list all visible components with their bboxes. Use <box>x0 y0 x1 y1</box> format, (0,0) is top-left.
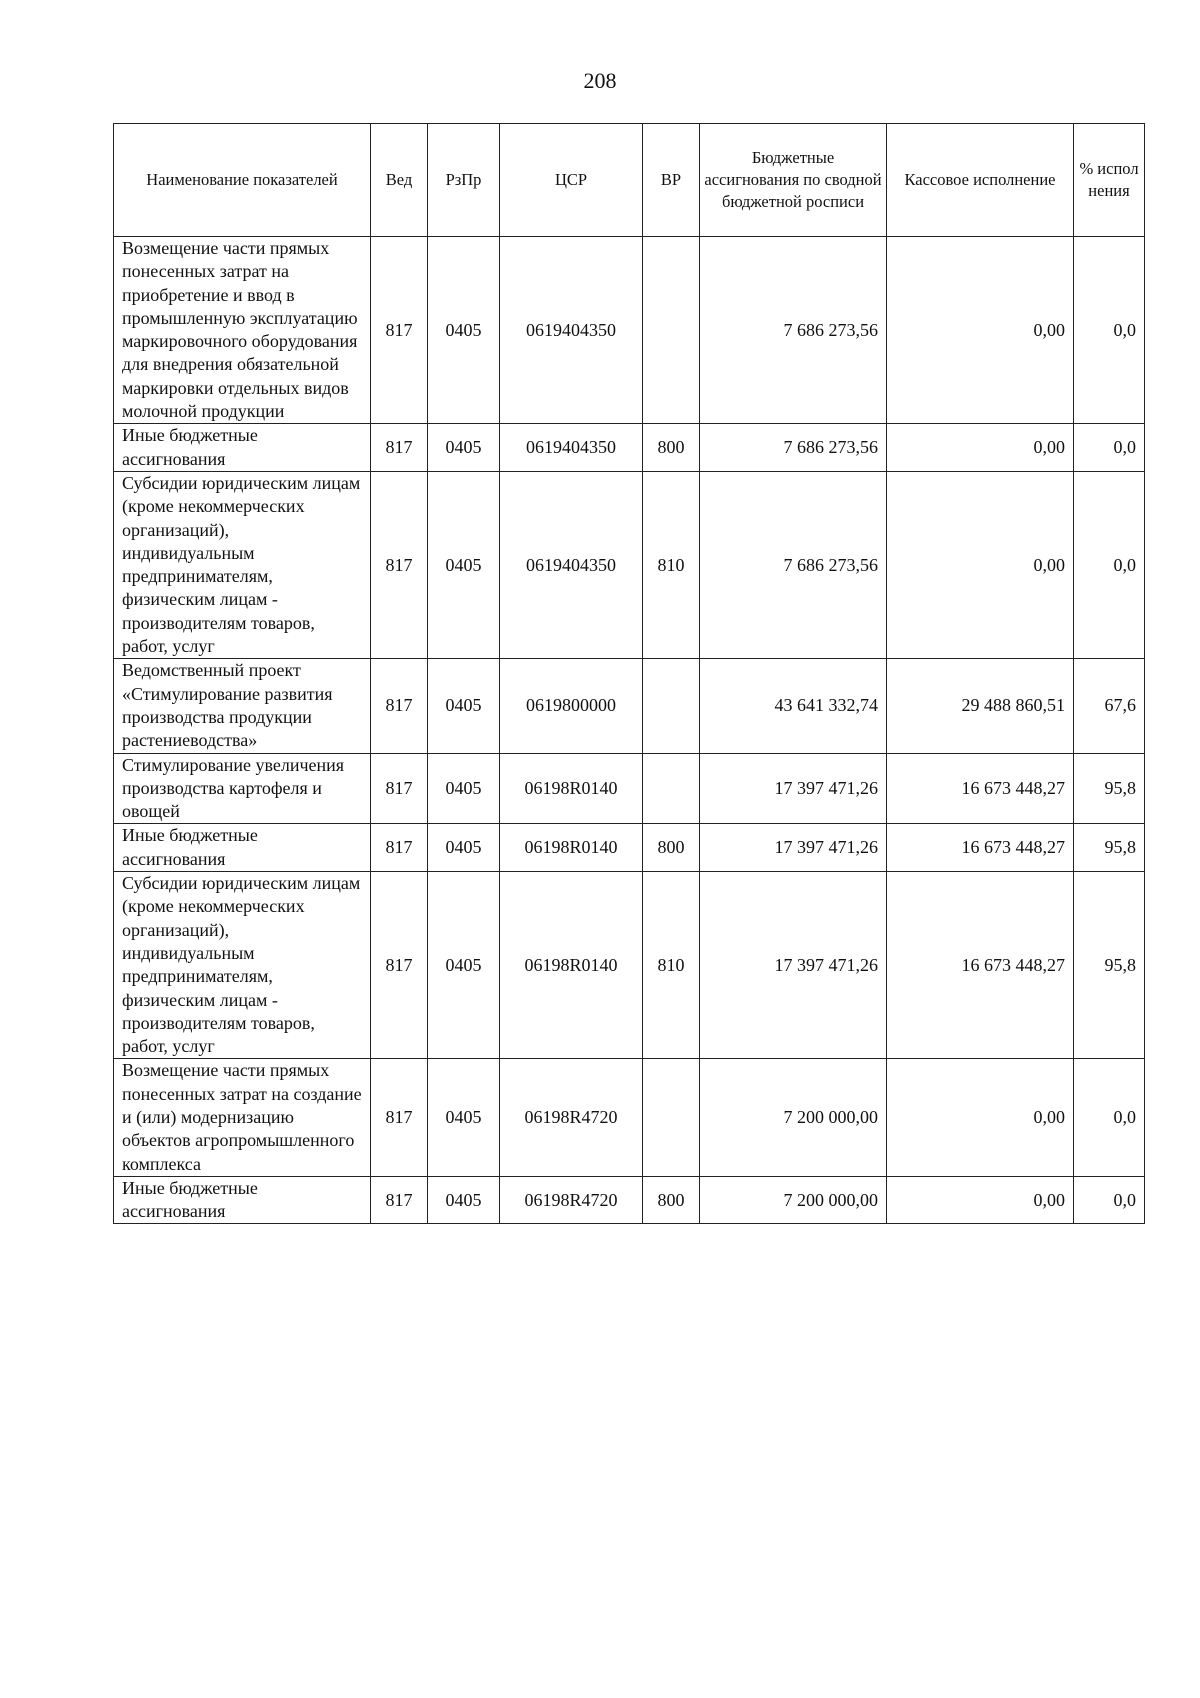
row-percent-execution: 0,0 <box>1074 471 1145 658</box>
row-percent-execution: 0,0 <box>1074 1176 1145 1224</box>
row-rzpr: 0405 <box>428 753 500 824</box>
row-csr: 06198R4720 <box>500 1059 643 1176</box>
row-cash-execution: 0,00 <box>887 1176 1074 1224</box>
row-percent-execution: 95,8 <box>1074 872 1145 1059</box>
table-row <box>114 824 1145 872</box>
row-csr: 0619404350 <box>500 424 643 472</box>
row-name: Субсидии юридическим лицам (кроме некоммерческих организаций), индивидуальным предпринимателям, физическим лицам - производителям товаров, работ, услуг <box>114 872 371 1059</box>
row-name: Иные бюджетные ассигнования <box>114 1176 371 1224</box>
header-cash-execution: Кассовое исполнение <box>887 124 1074 237</box>
row-ved: 817 <box>371 1176 428 1224</box>
row-vr: 800 <box>643 424 700 472</box>
row-vr: 800 <box>643 1176 700 1224</box>
row-allocations: 7 686 273,56 <box>700 237 887 424</box>
header-allocations: Бюджетные ассигнования по сводной бюджетной росписи <box>700 124 887 237</box>
row-vr <box>643 659 700 753</box>
row-name: Иные бюджетные ассигнования <box>114 424 371 472</box>
row-rzpr: 0405 <box>428 237 500 424</box>
row-rzpr: 0405 <box>428 1059 500 1176</box>
row-ved: 817 <box>371 1059 428 1176</box>
row-vr: 810 <box>643 872 700 1059</box>
row-rzpr: 0405 <box>428 1176 500 1224</box>
header-csr: ЦСР <box>500 124 643 237</box>
row-rzpr: 0405 <box>428 659 500 753</box>
row-cash-execution: 0,00 <box>887 237 1074 424</box>
row-allocations: 43 641 332,74 <box>700 659 887 753</box>
page-number: 208 <box>583 68 617 93</box>
row-percent-execution: 0,0 <box>1074 237 1145 424</box>
row-csr: 06198R0140 <box>500 753 643 824</box>
row-csr: 0619404350 <box>500 237 643 424</box>
table-row <box>114 872 1145 1059</box>
row-csr: 06198R0140 <box>500 872 643 1059</box>
row-cash-execution: 16 673 448,27 <box>887 753 1074 824</box>
table-row <box>114 659 1145 753</box>
row-rzpr: 0405 <box>428 424 500 472</box>
row-vr <box>643 753 700 824</box>
budget-execution-table <box>113 123 1145 1224</box>
row-ved: 817 <box>371 872 428 1059</box>
header-row <box>114 124 1145 237</box>
row-percent-execution: 95,8 <box>1074 824 1145 872</box>
row-cash-execution: 16 673 448,27 <box>887 824 1074 872</box>
row-name: Стимулирование увеличения производства картофеля и овощей <box>114 753 371 824</box>
row-allocations: 17 397 471,26 <box>700 824 887 872</box>
row-ved: 817 <box>371 753 428 824</box>
row-csr: 06198R0140 <box>500 824 643 872</box>
row-percent-execution: 95,8 <box>1074 753 1145 824</box>
table-row <box>114 237 1145 424</box>
row-percent-execution: 67,6 <box>1074 659 1145 753</box>
row-allocations: 7 200 000,00 <box>700 1059 887 1176</box>
header-percent-execution: % испол нения <box>1074 124 1145 237</box>
row-ved: 817 <box>371 237 428 424</box>
row-cash-execution: 0,00 <box>887 1059 1074 1176</box>
table-row <box>114 1176 1145 1224</box>
table-body <box>114 237 1145 1224</box>
row-name: Возмещение части прямых понесенных затрат на создание и (или) модернизацию объектов агропромышленного комплекса <box>114 1059 371 1176</box>
row-rzpr: 0405 <box>428 872 500 1059</box>
row-csr: 0619800000 <box>500 659 643 753</box>
row-cash-execution: 0,00 <box>887 471 1074 658</box>
row-allocations: 7 200 000,00 <box>700 1176 887 1224</box>
row-cash-execution: 0,00 <box>887 424 1074 472</box>
row-allocations: 7 686 273,56 <box>700 424 887 472</box>
row-cash-execution: 29 488 860,51 <box>887 659 1074 753</box>
row-rzpr: 0405 <box>428 824 500 872</box>
row-name: Возмещение части прямых понесенных затрат на приобретение и ввод в промышленную эксплуатацию маркировочного оборудования для внедрения обязательной маркировки отдельных видов молочной продукции <box>114 237 371 424</box>
row-ved: 817 <box>371 471 428 658</box>
row-name: Субсидии юридическим лицам (кроме некоммерческих организаций), индивидуальным предпринимателям, физическим лицам - производителям товаров, работ, услуг <box>114 471 371 658</box>
row-csr: 06198R4720 <box>500 1176 643 1224</box>
row-csr: 0619404350 <box>500 471 643 658</box>
header-vr: ВР <box>643 124 700 237</box>
row-percent-execution: 0,0 <box>1074 424 1145 472</box>
header-ved: Вед <box>371 124 428 237</box>
row-percent-execution: 0,0 <box>1074 1059 1145 1176</box>
header-rzpr: РзПр <box>428 124 500 237</box>
row-allocations: 17 397 471,26 <box>700 872 887 1059</box>
row-vr <box>643 237 700 424</box>
table-header <box>114 124 1145 237</box>
table-row <box>114 424 1145 472</box>
row-vr <box>643 1059 700 1176</box>
row-vr: 800 <box>643 824 700 872</box>
row-allocations: 7 686 273,56 <box>700 471 887 658</box>
table-row <box>114 753 1145 824</box>
row-vr: 810 <box>643 471 700 658</box>
header-name: Наименование показателей <box>114 124 371 237</box>
row-ved: 817 <box>371 824 428 872</box>
row-name: Ведомственный проект «Стимулирование развития производства продукции растениеводства» <box>114 659 371 753</box>
row-allocations: 17 397 471,26 <box>700 753 887 824</box>
table-row <box>114 1059 1145 1176</box>
row-rzpr: 0405 <box>428 471 500 658</box>
row-name: Иные бюджетные ассигнования <box>114 824 371 872</box>
table-row <box>114 471 1145 658</box>
row-ved: 817 <box>371 424 428 472</box>
row-cash-execution: 16 673 448,27 <box>887 872 1074 1059</box>
row-ved: 817 <box>371 659 428 753</box>
